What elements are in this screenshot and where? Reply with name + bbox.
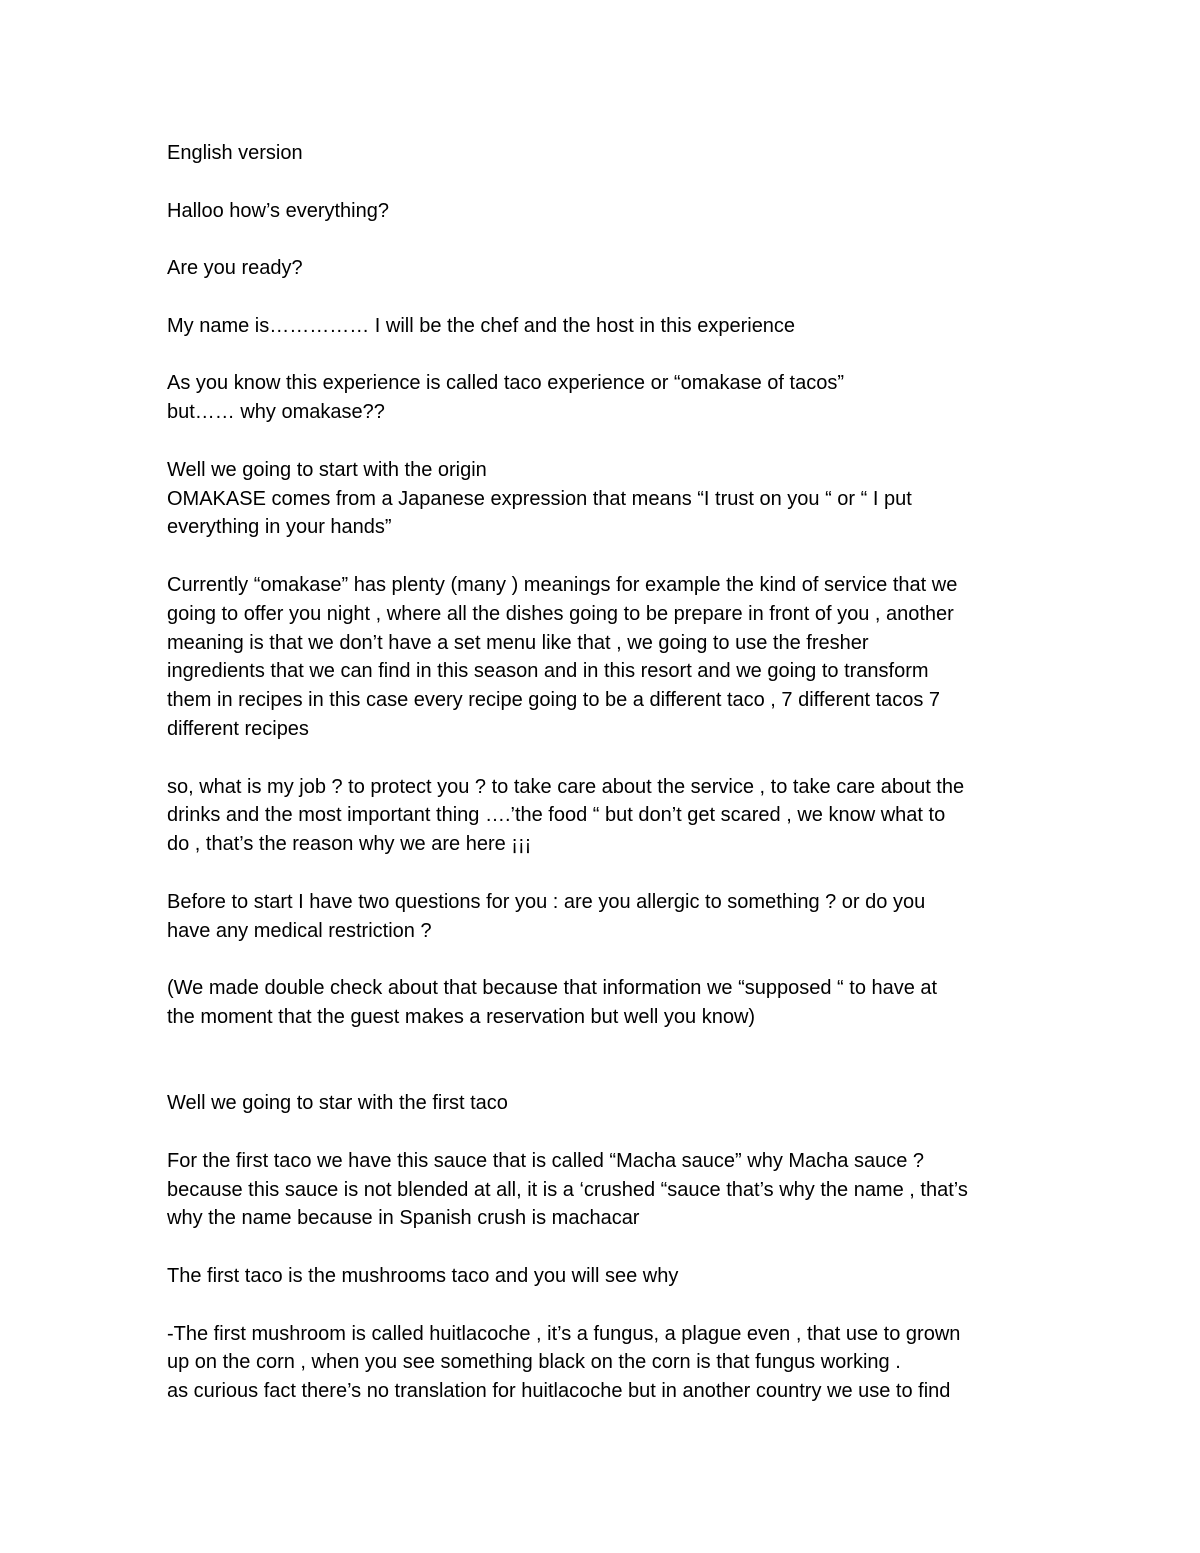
paragraph-double-check bbox=[167, 974, 1047, 1032]
text-line: My name is…………… I will be the chef and the host in this experience bbox=[167, 314, 796, 337]
text-line: Before to start I have two questions for you : are you allergic to something ? or do you bbox=[167, 890, 926, 913]
text-line: As you know this experience is called taco experience or “omakase of tacos” bbox=[167, 372, 845, 395]
text-line: Halloo how’s everything? bbox=[167, 199, 389, 222]
text-line: Well we going to start with the origin bbox=[167, 458, 487, 481]
text-line: because this sauce is not blended at all, it is a ‘crushed “sauce that’s why the name , that’s bbox=[167, 1178, 968, 1201]
paragraph-questions bbox=[167, 888, 1047, 946]
paragraph-macha-sauce bbox=[167, 1147, 1047, 1233]
text-line: everything in your hands” bbox=[167, 516, 392, 539]
text-line: the moment that the guest makes a reservation but well you know) bbox=[167, 1005, 756, 1028]
paragraph-meanings bbox=[167, 571, 1047, 744]
text-line: drinks and the most important thing ….’the food “ but don’t get scared , we know what to bbox=[167, 804, 946, 827]
paragraph-first-taco-start bbox=[167, 1089, 1047, 1118]
text-line: Are you ready? bbox=[167, 257, 303, 280]
paragraph-huitlacoche bbox=[167, 1320, 1047, 1406]
text-line: Well we going to star with the first taco bbox=[167, 1092, 508, 1115]
text-line: meaning is that we don’t have a set menu like that , we going to use the fresher bbox=[167, 631, 869, 654]
text-line: up on the corn , when you see something black on the corn is that fungus working . bbox=[167, 1351, 901, 1374]
paragraph-origin bbox=[167, 456, 1047, 542]
text-line: English version bbox=[167, 142, 303, 164]
text-line: ingredients that we can find in this season and in this resort and we going to transform bbox=[167, 660, 929, 683]
text-line: (We made double check about that because that information we “supposed “ to have at bbox=[167, 977, 938, 1000]
paragraph-ready bbox=[167, 254, 1047, 283]
text-line: going to offer you night , where all the dishes going to be prepare in front of you , another bbox=[167, 602, 954, 625]
text-line: -The first mushroom is called huitlacoche , it’s a fungus, a plague even , that use to grown bbox=[167, 1322, 961, 1345]
text-line: as curious fact there’s no translation for huitlacoche but in another country we use to find bbox=[167, 1380, 951, 1403]
text-line: why the name because in Spanish crush is machacar bbox=[167, 1207, 640, 1230]
paragraph-mushrooms-taco bbox=[167, 1262, 1047, 1291]
text-line: OMAKASE comes from a Japanese expression that means “I trust on you “ or “ I put bbox=[167, 487, 912, 510]
text-line: so, what is my job ? to protect you ? to take care about the service , to take care about the bbox=[167, 775, 965, 798]
document-body bbox=[167, 139, 1047, 1435]
text-line: For the first taco we have this sauce that is called “Macha sauce” why Macha sauce ? bbox=[167, 1149, 925, 1172]
paragraph-greeting bbox=[167, 197, 1047, 226]
text-line: different recipes bbox=[167, 717, 309, 740]
paragraph-experience bbox=[167, 369, 1047, 427]
text-line: Currently “omakase” has plenty (many ) meanings for example the kind of service that we bbox=[167, 573, 958, 596]
text-line: The first taco is the mushrooms taco and you will see why bbox=[167, 1265, 679, 1288]
paragraph-title bbox=[167, 139, 1047, 168]
text-line: them in recipes in this case every recipe going to be a different taco , 7 different tacos 7 bbox=[167, 689, 941, 712]
text-line: do , that’s the reason why we are here ¡¡¡ bbox=[167, 833, 532, 856]
text-line: have any medical restriction ? bbox=[167, 919, 432, 942]
paragraph-job bbox=[167, 773, 1047, 859]
text-line: but…… why omakase?? bbox=[167, 401, 385, 424]
paragraph-name bbox=[167, 312, 1047, 341]
